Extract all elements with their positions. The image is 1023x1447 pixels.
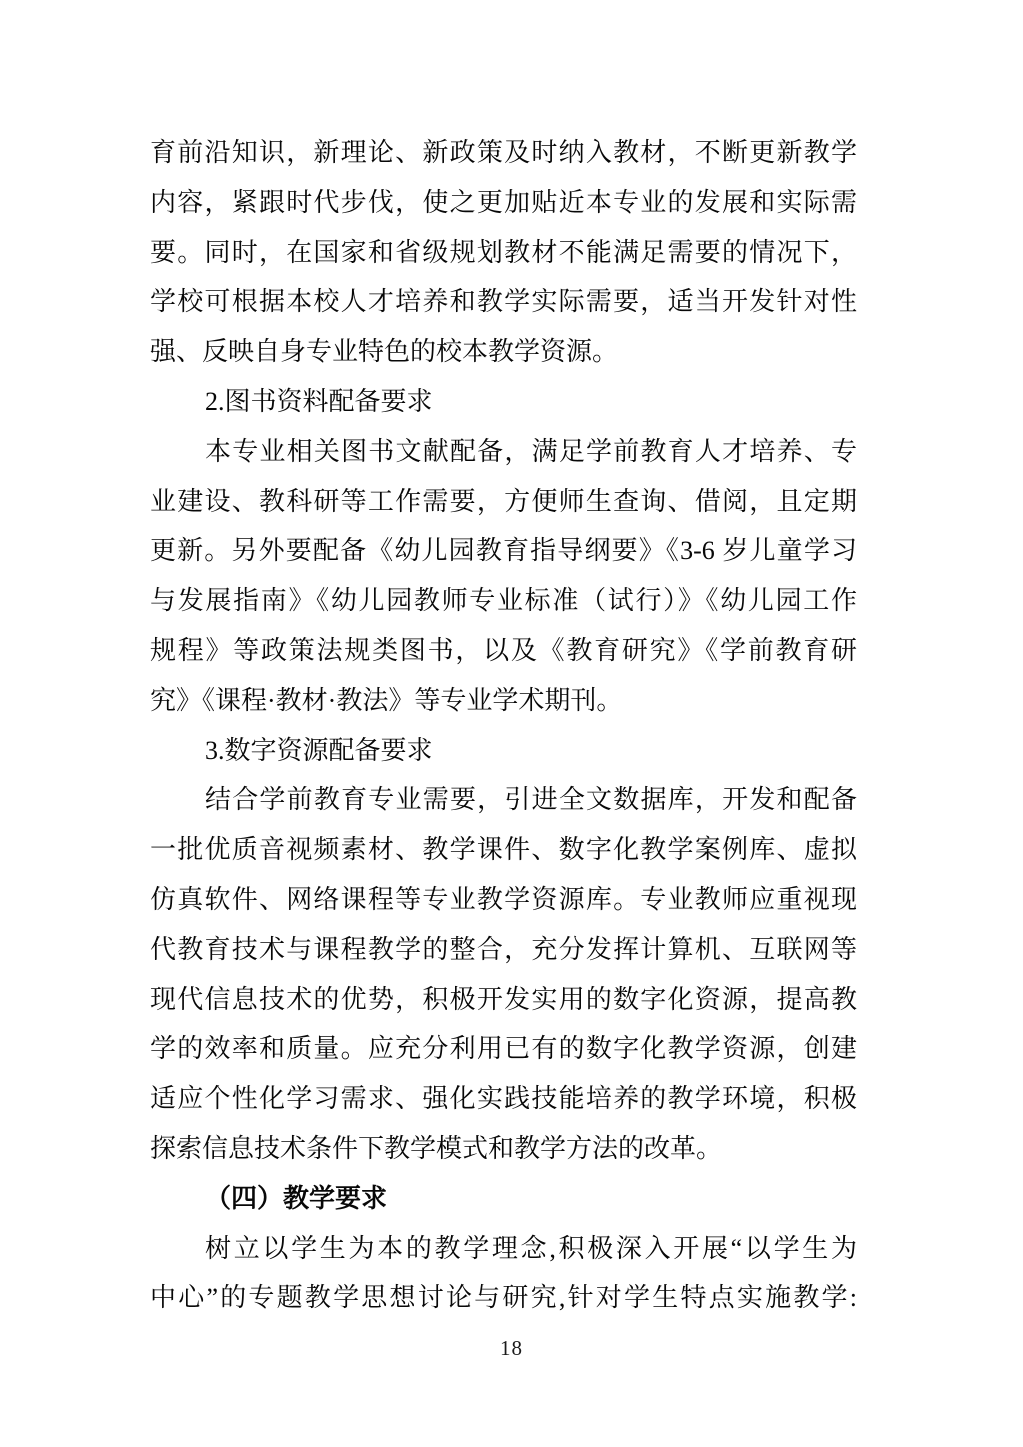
- text-line: 规程》等政策法规类图书，以及《教育研究》《学前教育研: [150, 635, 857, 665]
- section-heading: （四）教学要求: [205, 1183, 388, 1213]
- section-heading: 2.图书资料配备要求: [205, 386, 433, 416]
- text-line: 仿真软件、网络课程等专业教学资源库。专业教师应重视现: [150, 884, 857, 914]
- text-line: 究》《课程·教材·教法》等专业学术期刊。: [150, 685, 623, 715]
- text-line: 本专业相关图书文献配备，满足学前教育人才培养、专: [205, 436, 857, 466]
- text-line: 更新。另外要配备《幼儿园教育指导纲要》《3-6 岁儿童学习: [150, 536, 857, 566]
- text-block: [150, 128, 857, 1323]
- text-line: 结合学前教育专业需要，引进全文数据库，开发和配备: [205, 785, 857, 815]
- text-line: 中心”的专题教学思想讨论与研究,针对学生特点实施教学:: [150, 1283, 857, 1313]
- text-line: 树立以学生为本的教学理念,积极深入开展“以学生为: [205, 1233, 857, 1263]
- text-line: 学的效率和质量。应充分利用已有的数字化教学资源，创建: [150, 1034, 857, 1064]
- text-line: 学校可根据本校人才培养和教学实际需要，适当开发针对性: [150, 287, 857, 317]
- text-line: 适应个性化学习需求、强化实践技能培养的教学环境，积极: [150, 1084, 857, 1114]
- text-line: 强、反映自身专业特色的校本教学资源。: [150, 337, 619, 367]
- text-line: 现代信息技术的优势，积极开发实用的数字化资源，提高教: [150, 984, 857, 1014]
- text-line: 与发展指南》《幼儿园教师专业标准（试行）》《幼儿园工作: [150, 586, 857, 616]
- text-line: 一批优质音视频素材、教学课件、数字化教学案例库、虚拟: [150, 835, 857, 865]
- text-line: 代教育技术与课程教学的整合，充分发挥计算机、互联网等: [150, 934, 857, 964]
- text-line: 探索信息技术条件下教学模式和教学方法的改革。: [150, 1133, 723, 1163]
- section-heading: 3.数字资源配备要求: [205, 735, 433, 765]
- page-number: 18: [500, 1336, 523, 1360]
- text-line: 内容，紧跟时代步伐，使之更加贴近本专业的发展和实际需: [150, 187, 857, 217]
- text-line: 业建设、教科研等工作需要，方便师生查询、借阅，且定期: [150, 486, 857, 516]
- text-line: 要。同时，在国家和省级规划教材不能满足需要的情况下，: [150, 237, 857, 267]
- text-line: 育前沿知识，新理论、新政策及时纳入教材，不断更新教学: [150, 138, 857, 167]
